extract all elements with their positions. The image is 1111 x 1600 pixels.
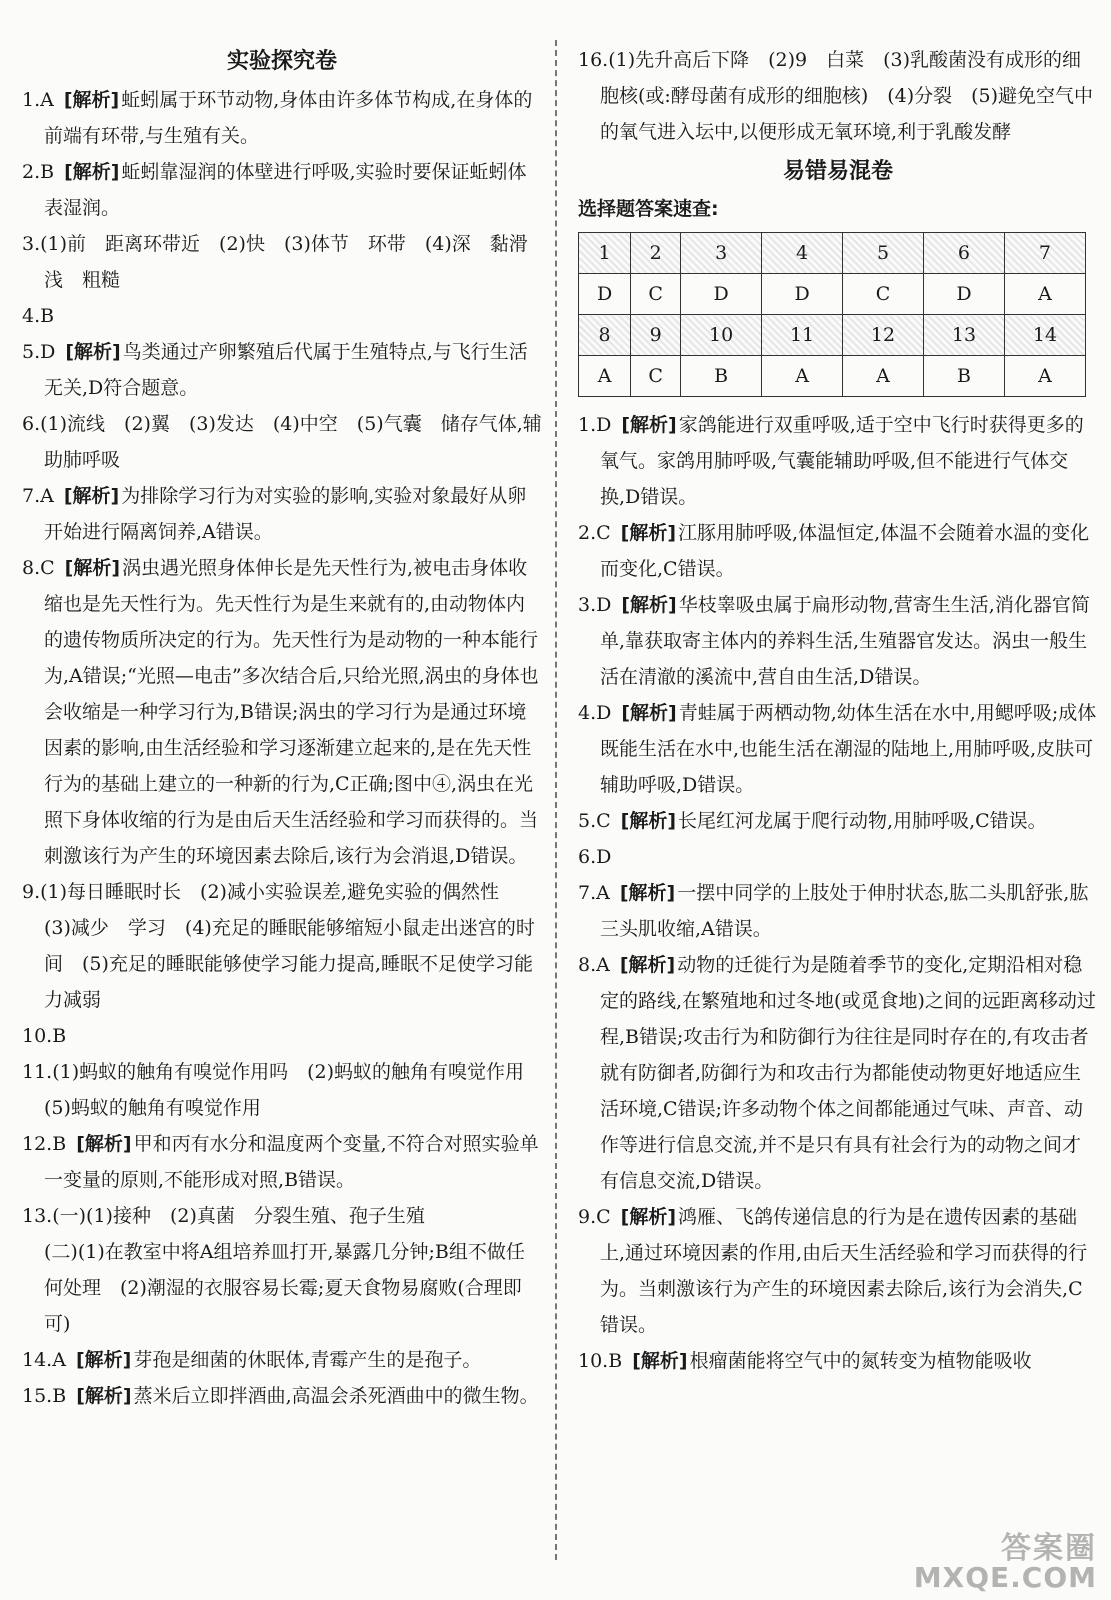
question-number: 8 [579,315,631,356]
answer-item-16: 16.(1)先升高后下降 (2)9 白菜 (3)乳酸菌没有成形的细胞核(或:酵母菌有成形的细胞核) (4)分裂 (5)避免空气中的氧气进入坛中,以便形成无氧环境,利于乳酸发酵 [578,49,1094,143]
question-number: 1 [579,233,631,274]
table-row [579,233,1086,274]
answer-item-13: 13.(一)(1)接种 (2)真菌 分裂生殖、孢子生殖 (二)(1)在教室中将A组培养皿打开,暴露几分钟;B组不做任何处理 (2)潮湿的衣服容易长霉;夏天食物易腐败(合理即可) [22,1205,525,1335]
answer-cell: D [762,274,843,315]
answer-item: 9.C [解析] 鸿雁、飞鸽传递信息的行为是在遗传因素的基础上,通过环境因素的作用,由后天生活经验和学习而获得的行为。当刺激该行为产生的环境因素去除后,该行为会消失,C错误。 [578,1206,1088,1336]
answer-item: 6.(1)流线 (2)翼 (3)发达 (4)中空 (5)气囊 储存气体,辅助肺呼吸 [22,413,542,471]
answer-cell: D [924,274,1005,315]
answer-cell: B [681,356,762,397]
answer-cell: A [1004,356,1085,397]
answer-item: 8.C [解析] 涡虫遇光照身体伸长是先天性行为,被电击身体收缩也是先天性行为。先天性行为是生来就有的,由动物体内的遗传物质所决定的行为。先天性行为是动物的一种本能行为,A错误;“光照—电击”多次结合后,只给光照,涡虫的身体也会收缩是一种学习行为,B错误;涡虫的学习行为是通过环境因素的影响,由生活经验和学习逐渐建立起来的,是在先天性行为的基础上建立的一种新的行为,C正确;图中④,涡虫在光照下身体收缩的行为是由后天生活经验和学习而获得的。当刺激该行为产生的环境因素去除后,该行为会消退,D错误。 [22,557,539,867]
answer-item: 9.(1)每日睡眠时长 (2)减小实验误差,避免实验的偶然性 (3)减少 学习 (4)充足的睡眠能够缩短小鼠走出迷宫的时间 (5)充足的睡眠能够使学习能力提高,睡眠不足使学习能力减弱 [22,881,535,1011]
column-divider [555,40,557,1560]
answer-item: 11.(1)蚂蚁的触角有嗅觉作用吗 (2)蚂蚁的触角有嗅觉作用 (5)蚂蚁的触角有嗅觉作用 [22,1061,544,1119]
answer-item: 6.D [578,846,612,868]
answer-item: 15.B [解析] 蒸米后立即拌酒曲,高温会杀死酒曲中的微生物。 [22,1385,539,1407]
question-number: 6 [924,233,1005,274]
right-items-list [578,407,1098,1379]
left-column [22,44,547,1414]
answer-item: 1.A [解析] 蚯蚓属于环节动物,身体由许多体节构成,在身体的前端有环带,与生殖有关。 [22,89,533,147]
answer-item: 2.C [解析] 江豚用肺呼吸,体温恒定,体温不会随着水温的变化而变化,C错误。 [578,522,1090,580]
question-number: 9 [631,315,681,356]
question-number: 14 [1004,315,1085,356]
watermark-logo: 答案圈 MXQE.COM [913,1531,1097,1594]
answer-item: 14.A [解析] 芽孢是细菌的休眠体,青霉产生的是孢子。 [22,1349,482,1371]
answer-item: 8.A [解析] 动物的迁徙行为是随着季节的变化,定期沿相对稳定的路线,在繁殖地和过冬地(或觅食地)之间的远距离移动过程,B错误;攻击行为和防御行为往往是同时存在的,有攻击者就有防御者,防御行为和攻击行为都能使动物更好地适应生活环境,C错误;许多动物个体之间都能通过气味、声音、动作等进行信息交流,并不是只有具有社会行为的动物之间才有信息交流,D错误。 [578,954,1096,1192]
quick-answer-label: 选择题答案速查: [578,198,719,220]
answer-item: 10.B [22,1025,67,1047]
answer-item: 10.B [解析] 根瘤菌能将空气中的氮转变为植物能吸收 [578,1350,1032,1372]
section-title-experiment: 实验探究卷 [226,49,337,74]
question-number: 3 [681,233,762,274]
answer-table [578,232,1086,397]
question-number: 2 [631,233,681,274]
question-number: 5 [843,233,924,274]
answer-item: 5.C [解析] 长尾红河龙属于爬行动物,用肺呼吸,C错误。 [578,810,1047,832]
answer-item: 2.B [解析] 蚯蚓靠湿润的体壁进行呼吸,实验时要保证蚯蚓体表湿润。 [22,161,527,219]
answer-cell: A [1004,274,1085,315]
answer-cell: A [843,356,924,397]
answer-item: 4.B [22,305,55,327]
answer-item: 7.A [解析] 一摆中同学的上肢处于伸肘状态,肱二头肌舒张,肱三头肌收缩,A错误。 [578,882,1089,940]
answer-item: 4.D [解析] 青蛙属于两栖动物,幼体生活在水中,用鳃呼吸;成体既能生活在水中,也能生活在潮湿的陆地上,用肺呼吸,皮肤可辅助呼吸,D错误。 [578,702,1097,796]
question-number: 10 [681,315,762,356]
question-number: 13 [924,315,1005,356]
question-number: 11 [762,315,843,356]
table-row [579,315,1086,356]
question-number: 12 [843,315,924,356]
answer-cell: A [762,356,843,397]
answer-item: 7.A [解析] 为排除学习行为对实验的影响,实验对象最好从卵开始进行隔离饲养,A错误。 [22,485,527,543]
answer-cell: B [924,356,1005,397]
answer-cell: D [579,274,631,315]
answer-cell: D [681,274,762,315]
answer-cell: C [843,274,924,315]
question-number: 4 [762,233,843,274]
answer-item: 3.(1)前 距离环带近 (2)快 (3)体节 环带 (4)深 黏滑 浅 粗糙 [22,233,547,291]
answer-cell: C [631,356,681,397]
right-column [578,44,1098,1379]
table-row [579,274,1086,315]
answer-item: 12.B [解析] 甲和丙有水分和温度两个变量,不符合对照实验单一变量的原则,不能形成对照,B错误。 [22,1133,539,1191]
table-row [579,356,1086,397]
answer-item: 5.D [解析] 鸟类通过产卵繁殖后代属于生殖特点,与飞行生活无关,D符合题意。 [22,341,528,399]
answer-cell: A [579,356,631,397]
answer-item: 1.D [解析] 家鸽能进行双重呼吸,适于空中飞行时获得更多的氧气。家鸽用肺呼吸,气囊能辅助呼吸,但不能进行气体交换,D错误。 [578,414,1084,508]
question-number: 7 [1004,233,1085,274]
section-title-error-prone: 易错易混卷 [782,159,893,184]
left-items-list [22,82,547,1414]
answer-cell: C [631,274,681,315]
answer-item: 3.D [解析] 华枝睾吸虫属于扁形动物,营寄生生活,消化器官简单,靠获取寄主体内的养料生活,生殖器官发达。涡虫一般生活在清澈的溪流中,营自由生活,D错误。 [578,594,1090,688]
